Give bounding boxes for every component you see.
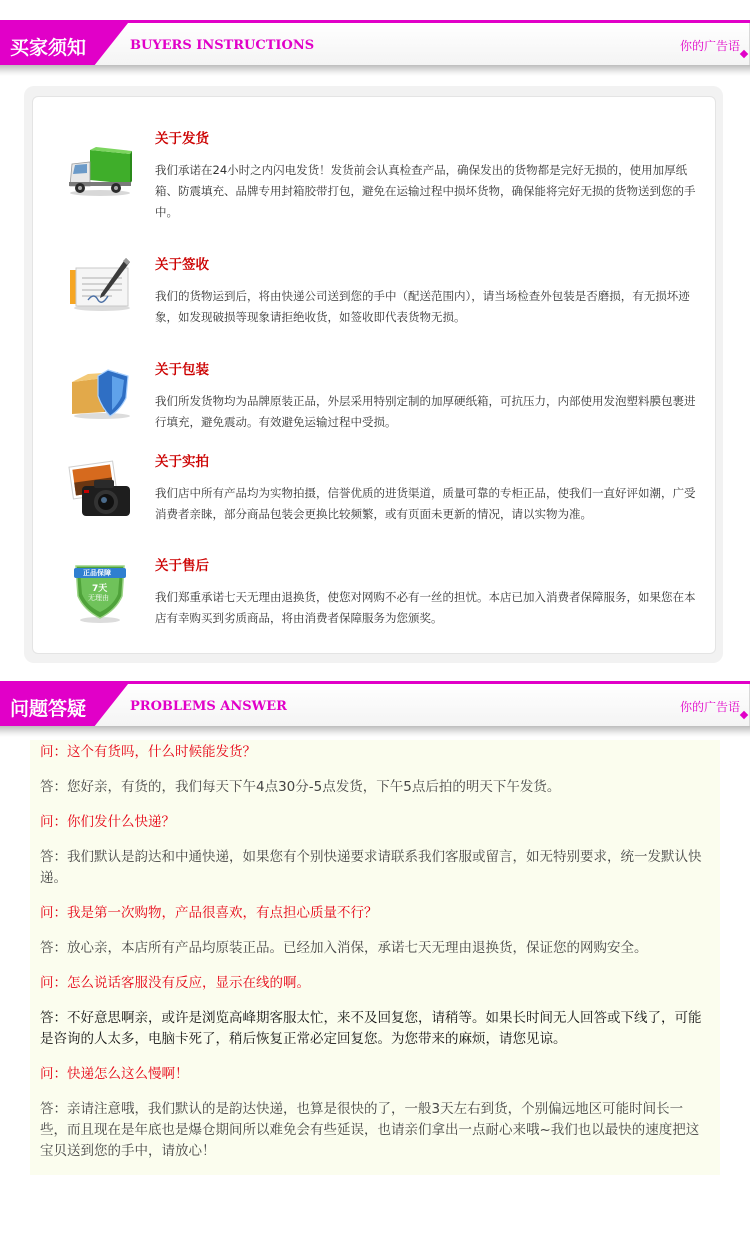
- instruction-title-photo: 关于实拍: [155, 454, 209, 470]
- problems-banner-english-title: PROBLEMS ANSWER: [130, 699, 287, 714]
- instruction-text-delivery: 我们承诺在24小时之内闪电发货！发货前会认真检查产品，确保发出的货物都是完好无损的，使用加厚纸箱、防震填充、品牌专用封箱胶带打包，避免在运输过程中损坏货物，确保能将完好无损的货物送到您的手中。: [155, 163, 696, 219]
- faq-answer: 答：我们默认是韵达和中通快递，如果您有个别快递要求请联系我们客服或留言，如无特别要求，统一发默认快递。: [40, 849, 702, 886]
- faq-answer: 答：放心亲，本店所有产品均原装正品。已经加入消保，承诺七天无理由退换货，保证您的网购安全。: [40, 940, 648, 956]
- signing-pen-icon: [68, 256, 134, 312]
- package-shield-icon: [68, 364, 134, 420]
- problems-banner-ad-text: 你的广告语: [680, 700, 741, 714]
- badge-text-seven-days: 7天: [92, 584, 108, 594]
- camera-photo-icon: [68, 460, 134, 522]
- instruction-text-photo: 我们店中所有产品均为实物拍摄，信誉优质的进货渠道，质量可靠的专柜正品，使我们一直好评如潮，广受消费者亲睐，部分商品包装会更换比较频繁，或有页面未更新的情况，请以实物为准。: [155, 486, 696, 521]
- faq-question: 问：怎么说话客服没有反应，显示在线的啊。: [40, 975, 310, 991]
- buyers-banner-english-title: BUYERS INSTRUCTIONS: [130, 38, 315, 53]
- instruction-title-after-sales: 关于售后: [155, 558, 209, 574]
- buyers-instructions-banner: [0, 20, 750, 76]
- faq-answer: 答：不好意思啊亲，或许是浏览高峰期客服太忙，来不及回复您，请稍等。如果长时间无人回答或下线了，可能是咨询的人太多，电脑卡死了，稍后恢复正常必定回复您。为您带来的麻烦，请您见谅。: [40, 1010, 702, 1047]
- instruction-text-sign: 我们的货物运到后，将由快递公司送到您的手中（配送范围内），请当场检查外包装是否磨损，有无损坏迹象，如发现破损等现象请拒绝收货，如签收即代表货物无损。: [155, 289, 690, 324]
- faq-question: 问：你们发什么快递？: [40, 814, 175, 830]
- problems-answer-banner: [0, 681, 750, 737]
- instruction-text-packaging: 我们所发货物均为品牌原装正品，外层采用特别定制的加厚硬纸箱，可抗压力，内部使用发泡塑料膜包裹进行填充，避免震动。有效避免运输过程中受损。: [155, 394, 696, 429]
- banner-shadow: [0, 726, 750, 737]
- faq-question: 问：快递怎么这么慢啊！: [40, 1066, 189, 1082]
- faq-question: 问：这个有货吗，什么时候能发货？: [40, 744, 256, 760]
- delivery-truck-icon: [66, 146, 134, 198]
- buyers-banner-ad-text: 你的广告语: [680, 39, 741, 53]
- faq-question: 问：我是第一次购物，产品很喜欢，有点担心质量不行？: [40, 905, 378, 921]
- banner-shadow: [0, 65, 750, 76]
- instruction-text-after-sales: 我们郑重承诺七天无理由退换货，使您对网购不必有一丝的担忧。本店已加入消费者保障服务，如果您在本店有幸购买到劣质商品，将由消费者保障服务为您颁奖。: [155, 590, 696, 625]
- instruction-title-packaging: 关于包装: [155, 362, 209, 378]
- instruction-title-delivery: 关于发货: [155, 131, 209, 147]
- instruction-title-sign: 关于签收: [155, 257, 209, 273]
- badge-text-genuine: 正品保障: [83, 569, 111, 577]
- faq-answer: 答：亲请注意哦，我们默认的是韵达快递，也算是很快的了，一般3天左右到货，个别偏远地区可能时间长一些，而且现在是年底也是爆仓期间所以难免会有些延误，也请亲们拿出一点耐心来哦~我们也以最快的速度把这宝贝送到您的手中，请放心！: [40, 1101, 700, 1159]
- problems-banner-title: 问题答疑: [10, 698, 87, 720]
- faq-answer: 答：您好亲，有货的，我们每天下午4点30分-5点发货，下午5点后拍的明天下午发货。: [40, 779, 561, 795]
- buyers-banner-title: 买家须知: [10, 37, 87, 59]
- badge-text-no-reason: 无理由: [88, 594, 109, 602]
